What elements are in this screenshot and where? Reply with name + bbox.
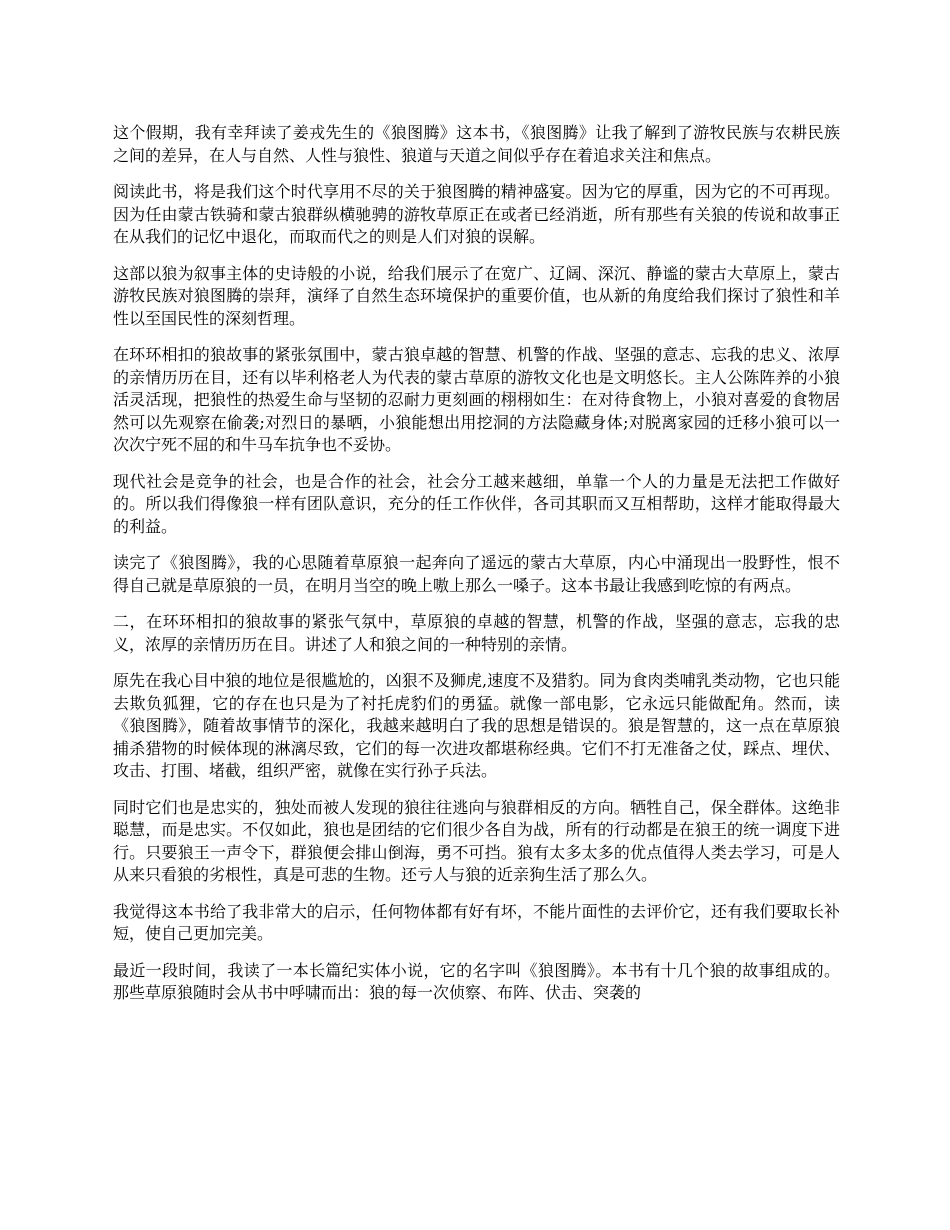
paragraph-1: 这个假期，我有幸拜读了姜戎先生的《狼图腾》这本书，《狼图腾》让我了解到了游牧民族与农耕民族之间的差异，在人与自然、人性与狼性、狼道与天道之间似乎存在着追求关注和焦点。 xyxy=(113,123,840,165)
paragraph-2: 阅读此书，将是我们这个时代享用不尽的关于狼图腾的精神盛宴。因为它的厚重，因为它的不可再现。因为任由蒙古铁骑和蒙古狼群纵横驰骋的游牧草原正在或者已经消逝，所有那些有关狼的传说和故事正在从我们的记忆中退化，而取而代之的则是人们对狼的误解。 xyxy=(113,182,840,246)
paragraph-7: 二，在环环相扣的狼故事的紧张气氛中，草原狼的卓越的智慧，机警的作战，坚强的意志，忘我的忠义，浓厚的亲情历历在目。讲述了人和狼之间的一种特别的亲情。 xyxy=(113,612,840,654)
paragraph-6: 读完了《狼图腾》，我的心思随着草原狼一起奔向了遥远的蒙古大草原，内心中涌现出一股野性，恨不得自己就是草原狼的一员，在明月当空的晚上嗷上那么一嗓子。这本书最让我感到吃惊的有两点。 xyxy=(113,553,840,595)
paragraph-10: 我觉得这本书给了我非常大的启示，任何物体都有好有坏，不能片面性的去评价它，还有我们要取长补短，使自己更加完美。 xyxy=(113,901,840,943)
paragraph-5: 现代社会是竞争的社会，也是合作的社会，社会分工越来越细，单靠一个人的力量是无法把工作做好的。所以我们得像狼一样有团队意识，充分的任工作伙伴，各司其职而又互相帮助，这样才能取得最大的利益。 xyxy=(113,471,840,536)
paragraph-11: 最近一段时间，我读了一本长篇纪实体小说，它的名字叫《狼图腾》。本书有十几个狼的故事组成的。那些草原狼随时会从书中呼啸而出：狼的每一次侦察、布阵、伏击、突袭的 xyxy=(113,960,840,1002)
document-page xyxy=(113,122,840,1019)
paragraph-4: 在环环相扣的狼故事的紧张氛围中，蒙古狼卓越的智慧、机警的作战、坚强的意志、忘我的忠义、浓厚的亲情历历在目，还有以毕利格老人为代表的蒙古草原的游牧文化也是文明悠长。主人公陈阵养的小狼活灵活现，把狼性的热爱生命与坚韧的忍耐力更刻画的栩栩如生：在对待食物上，小狼对喜爱的食物居然可以先观察在偷袭;对烈日的暴晒，小狼能想出用挖洞的方法隐藏身体;对脱离家园的迁移小狼可以一次次宁死不屈的和牛马车抗争也不妥协。 xyxy=(113,345,840,454)
paragraph-9: 同时它们也是忠实的，独处而被人发现的狼往往逃向与狼群相反的方向。牺牲自己，保全群体。这绝非聪慧，而是忠实。不仅如此，狼也是团结的它们很少各自为战，所有的行动都是在狼王的统一调度下进行。只要狼王一声令下，群狼便会排山倒海，勇不可挡。狼有太多太多的优点值得人类去学习，可是人从来只看狼的劣根性，真是可悲的生物。还亏人与狼的近亲狗生活了那么久。 xyxy=(113,797,840,884)
paragraph-3: 这部以狼为叙事主体的史诗般的小说，给我们展示了在宽广、辽阔、深沉、静谧的蒙古大草原上，蒙古游牧民族对狼图腾的崇拜，演绎了自然生态环境保护的重要价值，也从新的角度给我们探讨了狼性和羊性以至国民性的深刻哲理。 xyxy=(113,263,840,328)
paragraph-8: 原先在我心目中狼的地位是很尴尬的，凶狠不及狮虎,速度不及猎豹。同为食肉类哺乳类动物，它也只能去欺负狐狸，它的存在也只是为了衬托虎豹们的勇猛。就像一部电影，它永远只能做配角。然而，读《狼图腾》，随着故事情节的深化，我越来越明白了我的思想是错误的。狼是智慧的，这一点在草原狼捕杀猎物的时候体现的淋漓尽致，它们的每一次进攻都堪称经典。它们不打无准备之仗，踩点、埋伏、攻击、打围、堵截，组织严密，就像在实行孙子兵法。 xyxy=(113,671,840,780)
